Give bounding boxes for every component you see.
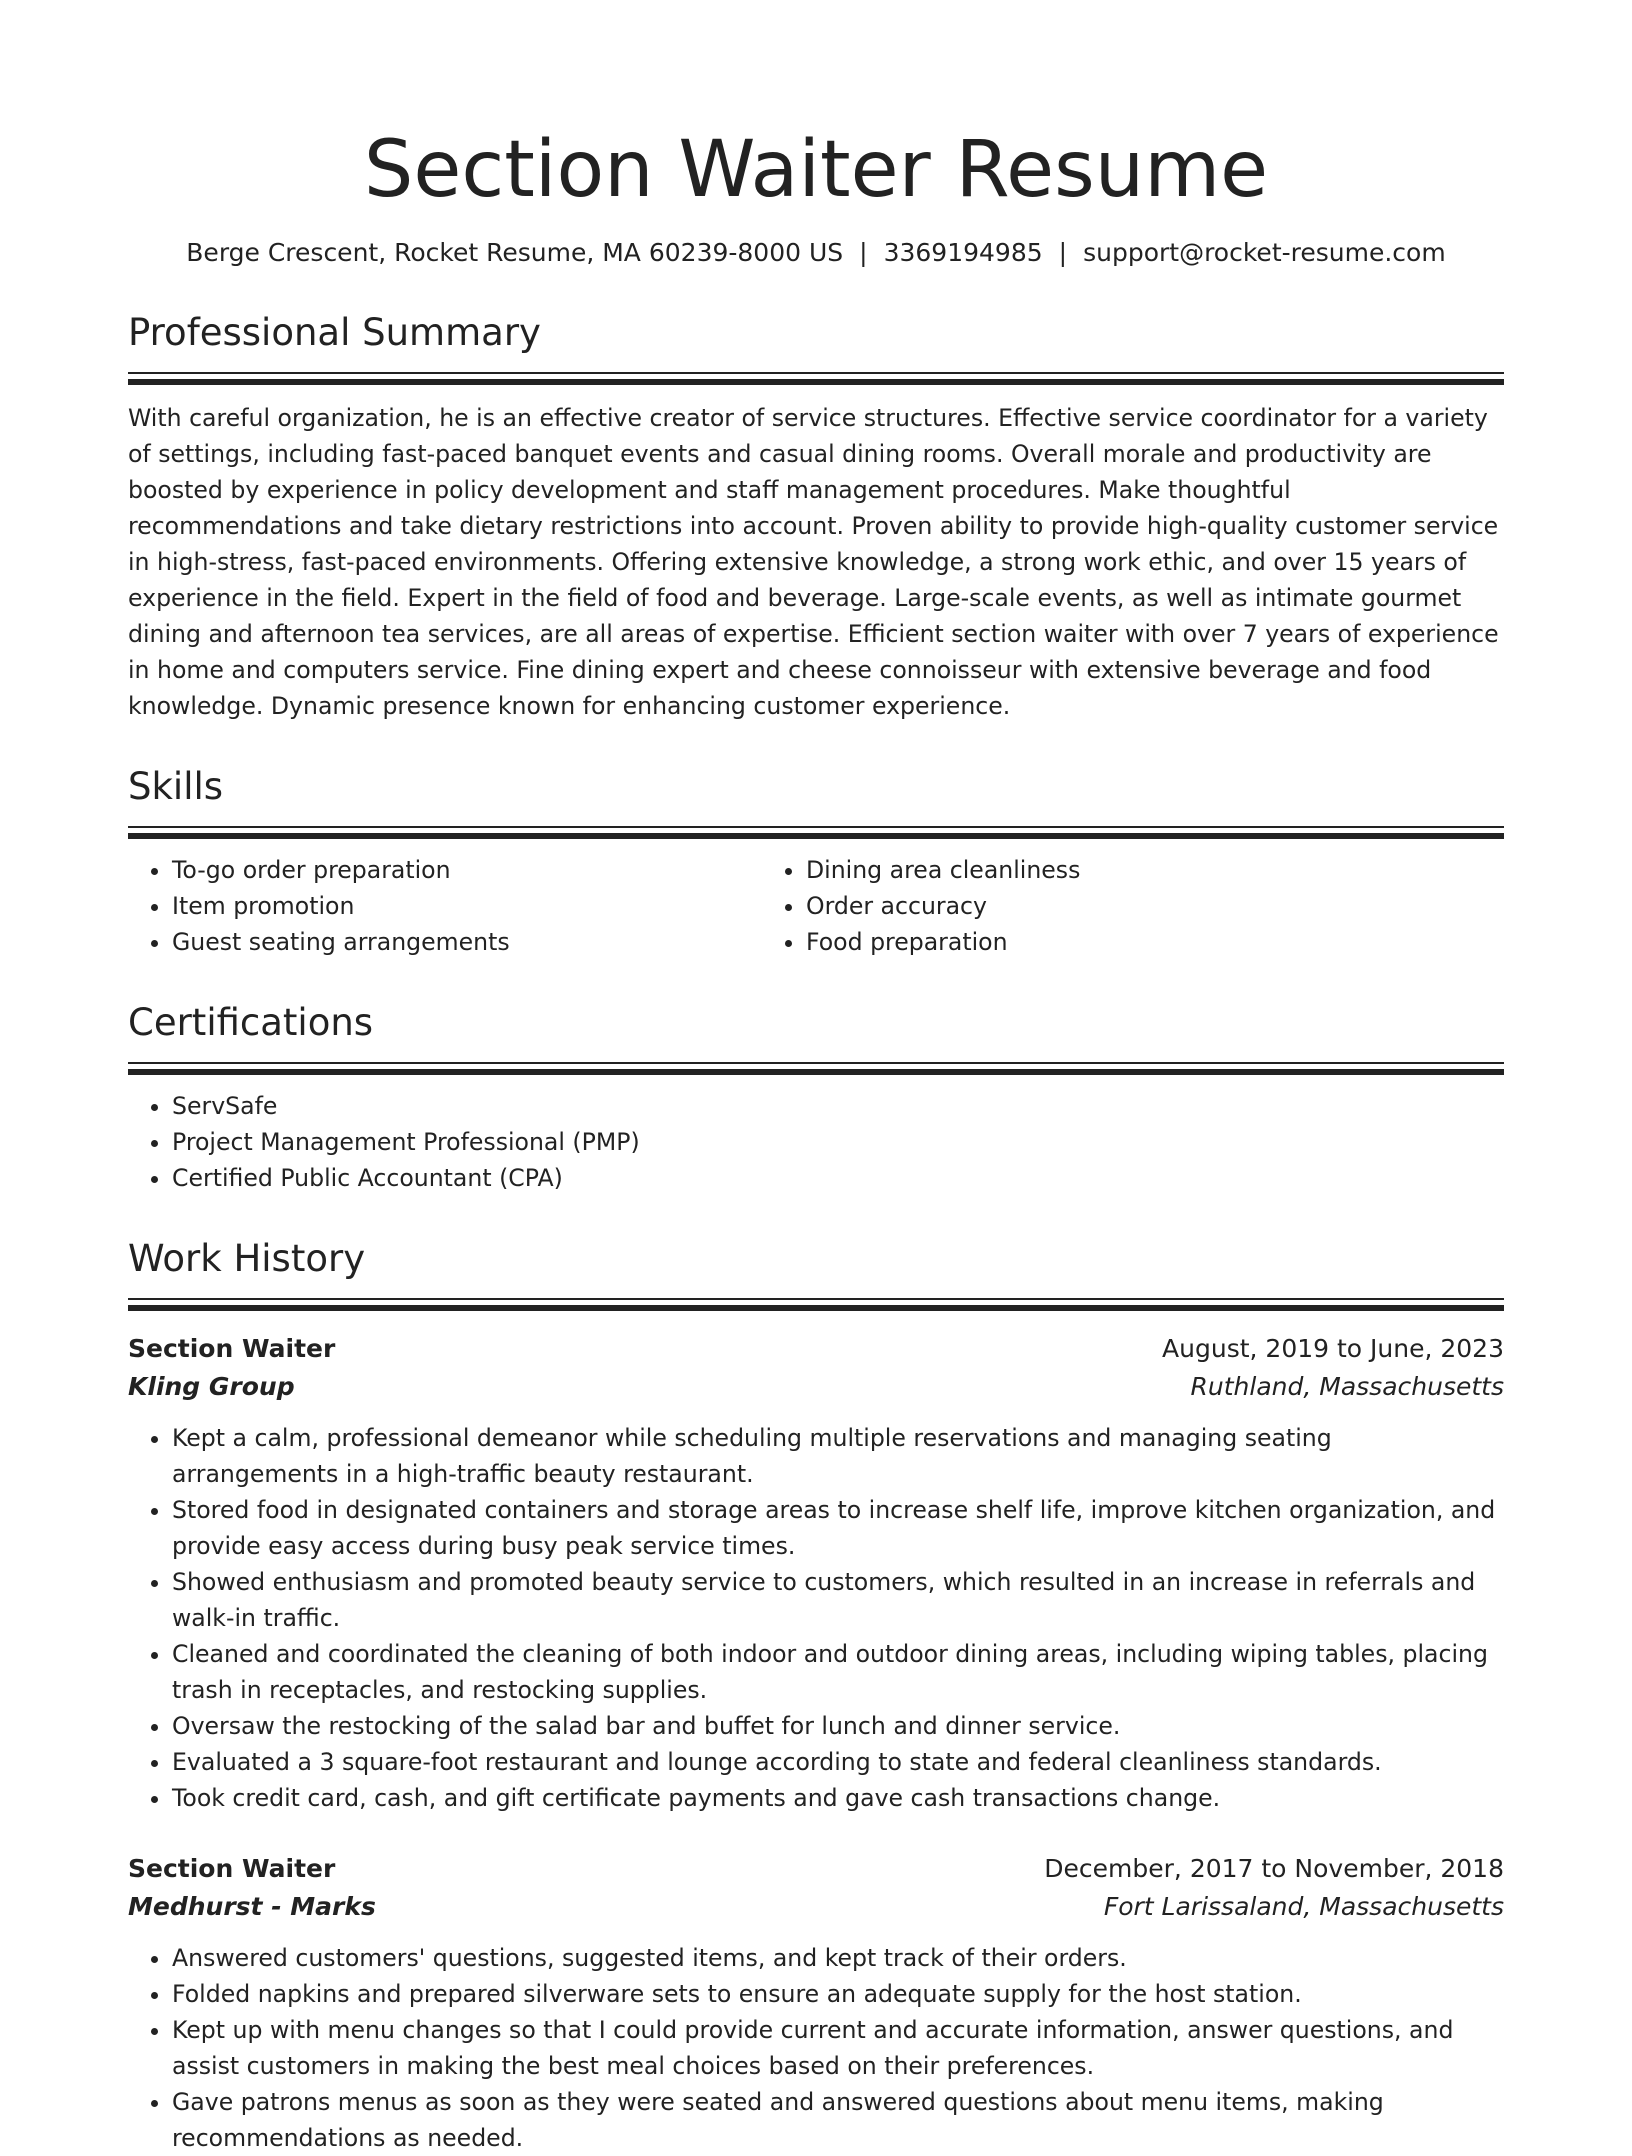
- job-header-row: [128, 1850, 1504, 1888]
- job-bullet: • Evaluated a 3 square-foot restaurant and lounge according to state and federal cleanliness standards.: [172, 1744, 1504, 1780]
- job-bullet: • Gave patrons menus as soon as they were seated and answered questions about menu items, making recommendations as needed.: [172, 2084, 1504, 2156]
- contact-separator: |: [1058, 238, 1068, 267]
- contact-address: Berge Crescent, Rocket Resume, MA 60239-8000 US: [186, 238, 844, 267]
- resume-page: [128, 0, 1504, 2156]
- contact-email: support@rocket-resume.com: [1083, 238, 1446, 267]
- skills-column-left: [128, 852, 762, 960]
- job-bullet: • Cleaned and coordinated the cleaning of both indoor and outdoor dining areas, including wiping tables, placing trash in receptacles, and restocking supplies.: [172, 1636, 1504, 1708]
- job-bullets: [128, 1420, 1504, 1816]
- skill-item: • Dining area cleanliness: [806, 852, 1396, 888]
- certification-item: • Project Management Professional (PMP): [172, 1124, 1504, 1160]
- job-location: Fort Larissaland, Massachusetts: [1103, 1892, 1504, 1921]
- job-bullet: • Showed enthusiasm and promoted beauty service to customers, which resulted in an increase in referrals and walk-in traffic.: [172, 1564, 1504, 1636]
- job-bullets: [128, 1940, 1504, 2156]
- job-bullet: • Folded napkins and prepared silverware sets to ensure an adequate supply for the host station.: [172, 1976, 1504, 2012]
- job-dates: August, 2019 to June, 2023: [1162, 1334, 1504, 1363]
- job-company-row: [128, 1888, 1504, 1926]
- section-divider: [128, 1062, 1504, 1076]
- certifications-heading: Certifications: [128, 1001, 374, 1044]
- job-header-row: [128, 1330, 1504, 1368]
- skill-item: • Guest seating arrangements: [172, 924, 762, 960]
- contact-separator: |: [859, 238, 868, 267]
- section-divider: [128, 372, 1504, 386]
- job-bullet: • Answered customers' questions, suggested items, and kept track of their orders.: [172, 1940, 1504, 1976]
- section-divider: [128, 826, 1504, 840]
- job-dates: December, 2017 to November, 2018: [1044, 1854, 1504, 1883]
- job-company-row: [128, 1368, 1504, 1406]
- certifications-list: [128, 1088, 1504, 1196]
- certification-item: • ServSafe: [172, 1088, 1504, 1124]
- job-title: Section Waiter: [128, 1334, 336, 1363]
- job-bullet: • Kept up with menu changes so that I could provide current and accurate information, answer questions, and assist customers in making the best meal choices based on their preferences.: [172, 2012, 1504, 2084]
- skills-heading: Skills: [128, 765, 224, 808]
- job-bullet: • Oversaw the restocking of the salad bar and buffet for lunch and dinner service.: [172, 1708, 1504, 1744]
- summary-heading: Professional Summary: [128, 311, 541, 354]
- skills-column-right: [762, 852, 1396, 960]
- skills-list: [128, 852, 1504, 960]
- job-bullet: • Stored food in designated containers and storage areas to increase shelf life, improve kitchen organization, and provide easy access during busy peak service times.: [172, 1492, 1504, 1564]
- skill-item: • Item promotion: [172, 888, 762, 924]
- job-location: Ruthland, Massachusetts: [1190, 1372, 1504, 1401]
- job-company: Kling Group: [128, 1372, 295, 1401]
- summary-text: With careful organization, he is an effective creator of service structures. Effective service coordinator for a variety of settings, including fast-paced banquet events and casual dining rooms. Overall morale and productivity are boosted by experience in policy development and staff management procedures. Make thoughtful recommendations and take dietary restrictions into account. Proven ability to provide high-quality customer service in high-stress, fast-paced environments. Offering extensive knowledge, a strong work ethic, and over 15 years of experience in the field. Expert in the field of food and beverage. Large-scale events, as well as intimate gourmet dining and afternoon tea services, are all areas of expertise. Efficient section waiter with over 7 years of experience in home and computers service. Fine dining expert and cheese connoisseur with extensive beverage and food knowledge. Dynamic presence known for enhancing customer experience.: [128, 404, 1499, 720]
- job-title: Section Waiter: [128, 1854, 336, 1883]
- skill-item: • Food preparation: [806, 924, 1396, 960]
- job-entry: [128, 1330, 1504, 1816]
- work-history-heading: Work History: [128, 1237, 366, 1280]
- section-divider: [128, 1298, 1504, 1312]
- contact-line: [128, 236, 1504, 270]
- job-company: Medhurst - Marks: [128, 1892, 376, 1921]
- job-bullet: • Took credit card, cash, and gift certificate payments and gave cash transactions change.: [172, 1780, 1504, 1816]
- skill-item: • To-go order preparation: [172, 852, 762, 888]
- certification-item: • Certified Public Accountant (CPA): [172, 1160, 1504, 1196]
- contact-phone: 3369194985: [883, 238, 1043, 267]
- job-bullet: • Kept a calm, professional demeanor while scheduling multiple reservations and managing seating arrangements in a high-traffic beauty restaurant.: [172, 1420, 1504, 1492]
- job-entry: [128, 1850, 1504, 2156]
- skill-item: • Order accuracy: [806, 888, 1396, 924]
- resume-title: Section Waiter Resume: [363, 125, 1269, 215]
